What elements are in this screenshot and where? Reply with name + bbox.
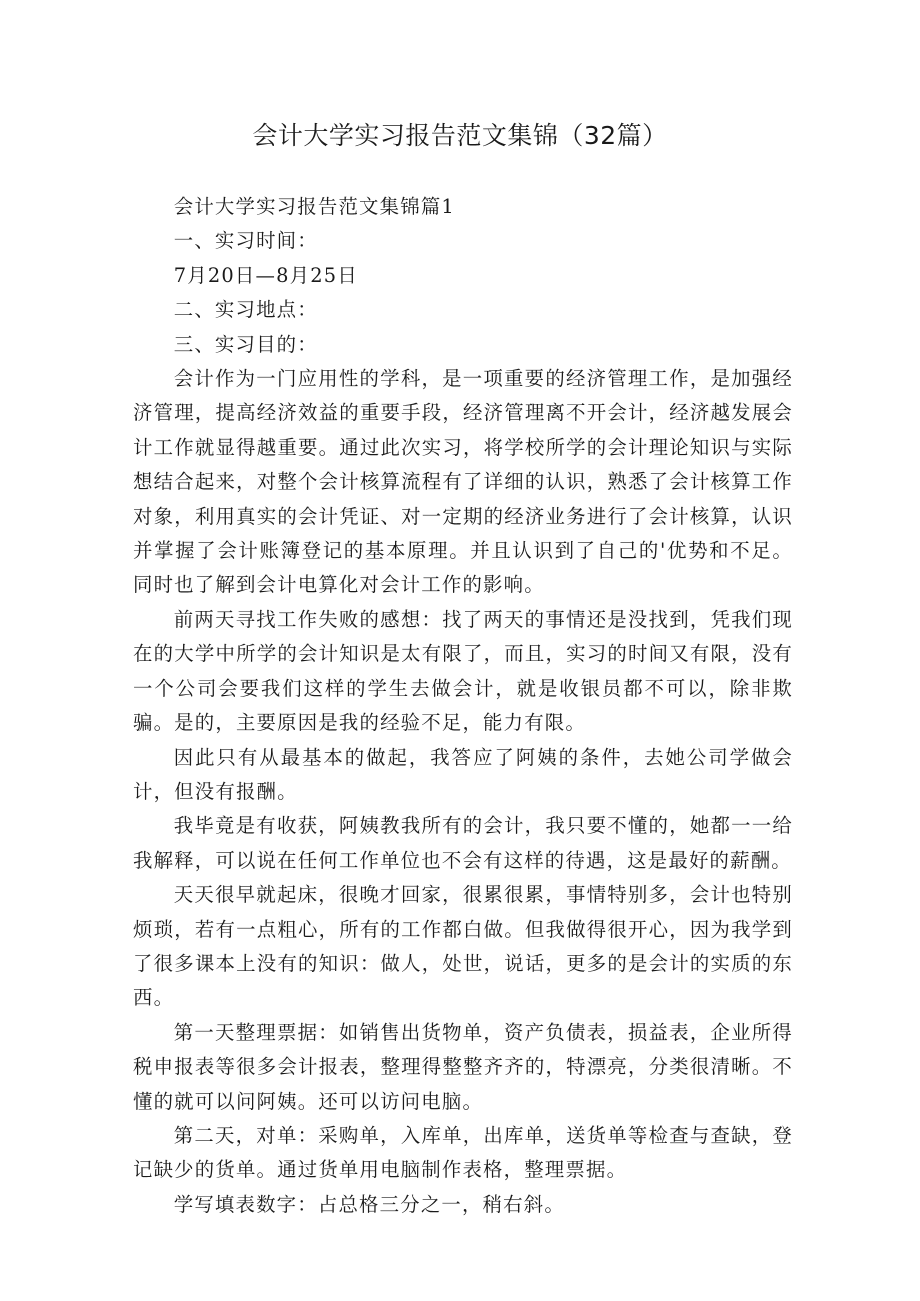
internship-time-value: 7月20日—8月25日 [173,263,358,287]
internship-purpose-label: 三、实习目的： [173,332,318,356]
body-paragraph: 前两天寻找工作失败的感想：找了两天的事情还是没找到，凭我们现在的大学中所学的会计知识是太有限了，而且，实习的时间又有限，没有一个公司会要我们这样的学生去做会计，就是收银员都不可以，除非欺骗。是的，主要原因是我的经验不足，能力有限。 [133,607,793,735]
internship-time-label: 一、实习时间： [173,229,318,253]
body-paragraph: 会计作为一门应用性的学科，是一项重要的经济管理工作，是加强经济管理，提高经济效益的重要手段，经济管理离不开会计，经济越发展会计工作就显得越重要。通过此次实习，将学校所学的会计理论知识与实际想结合起来，对整个会计核算流程有了详细的认识，熟悉了会计核算工作对象，利用真实的会计凭证、对一定期的经济业务进行了会计核算，认识并掌握了会计账簿登记的基本原理。并且认识到了自己的'优势和不足。同时也了解到会计电算化对会计工作的影响。 [133,367,793,597]
document-title: 会计大学实习报告范文集锦（32篇） [252,121,668,150]
section-heading: 会计大学实习报告范文集锦篇1 [173,195,455,218]
body-paragraph: 第一天整理票据：如销售出货物单，资产负债表，损益表，企业所得税申报表等很多会计报表，整理得整整齐齐的，特漂亮，分类很清晰。不懂的就可以问阿姨。还可以访问电脑。 [133,1020,793,1113]
body-paragraph: 天天很早就起床，很晚才回家，很累很累，事情特别多，会计也特别烦琐，若有一点粗心，所有的工作都白做。但我做得很开心，因为我学到了很多课本上没有的知识：做人，处世，说话，更多的是会计的实质的东西。 [133,883,793,1010]
body-paragraph: 因此只有从最基本的做起，我答应了阿姨的条件，去她公司学做会计，但没有报酬。 [133,745,793,803]
internship-location-label: 二、实习地点： [173,298,318,322]
body-paragraph: 学写填表数字：占总格三分之一，稍右斜。 [173,1192,565,1216]
document-body [133,190,793,1222]
body-paragraph: 第二天，对单：采购单，入库单，出库单，送货单等检查与查缺，登记缺少的货单。通过货单用电脑制作表格，整理票据。 [133,1123,793,1182]
body-paragraph: 我毕竟是有收获，阿姨教我所有的会计，我只要不懂的，她都一一给我解释，可以说在任何工作单位也不会有这样的待遇，这是最好的薪酬。 [133,814,793,872]
